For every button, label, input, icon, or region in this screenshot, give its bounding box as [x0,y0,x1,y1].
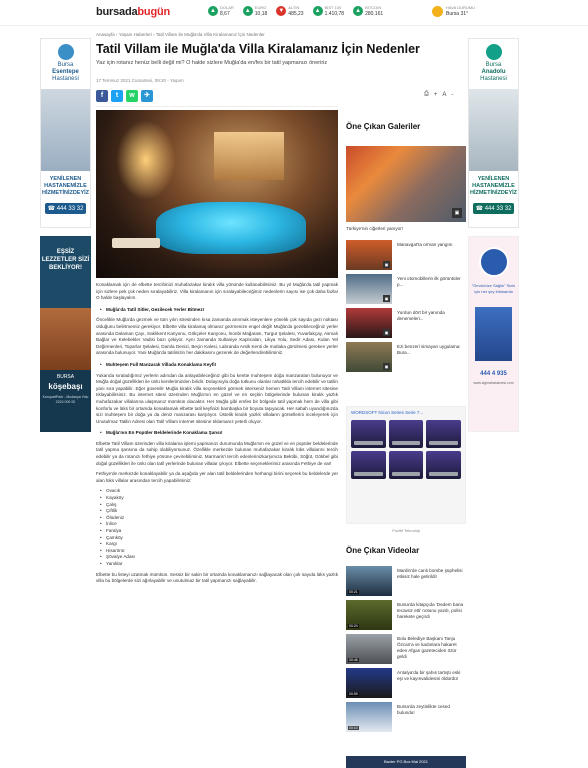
video-thumb: 00:24 [346,600,392,630]
list-item: • Ovacık [100,488,338,495]
gallery-list [346,240,466,376]
laptop-thumb [426,420,461,448]
down-arrow-icon: ▼ [276,6,286,16]
article-tools [424,91,453,98]
camera-icon: ▣ [452,208,462,218]
ad-phone: ☎ 444 33 32 [473,203,514,214]
site-logo[interactable]: bursadabugün [96,6,171,18]
gallery-item[interactable]: ▣ Yurdun dört bir yanında denemeleri... [346,308,466,338]
gallery-thumb [346,240,392,270]
ad-slogan: "Ömrünüze Sağlık" Sizin için her şey ihtimamla [471,283,516,294]
ad-claim: YENİLENEN HASTANEMİZLE HİZMETİNİZDEYİZ [41,176,90,196]
breadcrumb-category[interactable]: Yaşam Haberleri [118,32,152,37]
list-item: • Hisarönü [100,548,338,555]
breadcrumb-home[interactable]: Anasayfa [96,32,115,37]
video-thumb: 00:59 [346,668,392,698]
promo-caption: Pozitif Teknoloji [392,528,420,533]
article-category[interactable]: Yaşam [169,78,184,83]
top-bar [0,0,588,26]
breadcrumb: Anasayfa › Yaşam Haberleri › Tatil Villam ile Muğla'da Villa Kiralamanız İçin Nedenler [96,32,265,37]
ad-address: KorupartPark - Mudanya Yolu 0224 000 00 [42,395,89,404]
ticker-euro: ▲ EURO 10,18 [243,4,268,18]
list-item: • Çamköy [100,535,338,542]
hospital-logo-icon [479,247,509,277]
video-item[interactable]: 00:10 Bursa'da zeytinlikte cesed bulundu! [346,702,466,732]
ticker-dolar: ▲ DOLAR 8,67 [208,4,234,18]
belde-list [100,488,338,567]
list-item: • Çiftlik [100,508,338,515]
video-item[interactable]: 00:24 Bursa'da kitapçıda 'Dedem bana tecavüz etti' notunu yazdı, polisi harekete geçirdi [346,600,466,630]
article-body [96,282,338,589]
up-arrow-icon: ▲ [353,6,363,16]
gallery-main-caption[interactable]: Türkiye'nin ciğerleri yanıyor! [346,226,404,231]
video-item[interactable]: 00:59 Antalya'da bir şahıs tartıştı eski eşi ve kayınvalidesini öldürdü! [346,668,466,698]
article-dateline: 17 Temmuz 2021 Cumartesi, 09:20 - Yaşam [96,78,184,83]
hospital-logo-icon [58,44,74,60]
article-paragraph: Fethiye'de merkezde konaklayabilir ya da aşağıda yer alan tatil beldelerinden herhangi birini seçerek bu beldelerde yer alan lüks villalar arasından tercih yapabilirsiniz: [96,471,338,483]
whatsapp-share-button[interactable]: w [126,90,138,102]
up-arrow-icon: ▲ [208,6,218,16]
ad-url: www.sigmahastanesi.com [473,381,514,385]
article-paragraph: Öncelikle Muğla'da gezmek ve tüm yılın stresinden kısa zamanda arınmak isteyenlere yönelik çok sayıda gezi noktası olduğunu belirtmemiz gerekiyor. Elbette villa kiralamaj olmanız gezmenize engel değil! Muğla'da gezebileceğiniz yerler arasında Dalaman Çayı, Saklıkent Kanyonu, Gökçeler Kanyonu, İnonbi Mağarası, Turgut Şelalesi, Yuvarlakçay, Asmalı Bağlar ve Kelebekler Vadisi bazı çekiyor. Aynı zamanda Sultaniye Kaplıcaları, Likya Yolu, Sedir Adası, Kulan Yel Değirmenleri, Toparlar Şelalesi, Damla Denizi, Beçin Kalesi, Labranda Antik Kenti de mutlaka görülmesi gereken yerler arasında bulunuyor. Yani Muğla'da tatilinizin her dakikasını gezerek de değerlendirebilirsiniz. [96,317,338,356]
gallery-heading[interactable]: Öne Çıkan Galeriler [346,122,421,131]
section-heading: • Muğla'da Tatil Sitler, Gezilecek Yerler Bitmez! [100,307,338,314]
article-hero-image [96,110,338,278]
ad-photo [469,89,518,171]
print-icon[interactable]: ⎙ [424,91,429,97]
ad-photo [475,307,512,361]
ad-city: BURSA [56,374,75,380]
section-heading: • Muhteşem Full Manzarak Villada Konaklama Keyfi! [100,362,338,369]
gallery-item[interactable]: ▣ Yeni otomobillerin ilk görüntüler p... [346,274,466,304]
ad-claim: YENİLENEN HASTANEMİZLE HİZMETİNİZDEYİZ [469,176,518,196]
ticker-bitcoin: ▲ BITCOIN 280.161 [353,4,383,18]
up-arrow-icon: ▲ [313,6,323,16]
video-item[interactable]: 00:46 Bolu Belediye Başkanı Tanju Özcan'a ve kadınlara hakaret eden Afgan gazeteciden özür geldi [346,634,466,664]
list-item: • Ölüdeniz [100,515,338,522]
telegram-share-button[interactable]: ✈ [141,90,153,102]
font-increase-button[interactable]: + [433,91,438,98]
facebook-share-button[interactable]: f [96,90,108,102]
gallery-thumb [346,308,392,338]
promo-grid [347,418,465,481]
laptop-thumb [351,451,386,479]
ad-anadolu-hospital[interactable] [468,38,519,228]
hospital-logo-icon [486,44,502,60]
article-paragraph: Elbette bu listeyi uzatmak mümkün. Sessiz bir sakin bir ortamda konaklamanızı sağlayacak olan çok sayıda lüks yazlık villa bu bölgelerde sizi ağırlayabilir ve unutulmaz bir tatil yapmanızı sağlayabilir. [96,571,338,584]
font-decrease-button[interactable]: - [451,91,454,98]
list-item: • Çalış [100,502,338,509]
ad-brand: Bursa Esentepe Hastanesi [52,62,79,82]
gallery-thumb [346,342,392,372]
promo-title: WORDSOFT Nicon Series Serie 7... [351,410,424,415]
ticker-altin: ▼ ALTIN 485,23 [276,4,303,18]
promo-ad[interactable] [346,406,466,524]
ad-phone: 444 4 935 [480,371,507,377]
list-item: • Faralya [100,528,338,535]
sun-icon [432,6,443,17]
laptop-thumb [426,451,461,479]
article-title: Tatil Villam ile Muğla'da Villa Kiralamanız İçin Nedenler [96,42,420,56]
article-paragraph: Yukarıda sıraladığımız yerlerin adından da anlayabileceğiniz gibi bu kentte muhteşem doğa manzaraları bulunuyor ve Muğla doğal güzellikleri ile ünlü kentlerimizden biridir. Dolayısıyla doğa tutkunu olanlar rahatlıkla tercih edebilir ve tatilin yanı sıra yapabilir. Eğer güvenilir Muğla kiralık villa seçenekleri görmek isterseniz hemen Tatil Villam internet sitesine tıklayabilirsiniz. Bu internet sitesi üzerinden Muğla'nın en güzel ve en seçkin bölgelerinde bulunan kiralık yazlık muhafazakar villalarına ulaşmanız mümkün olacaktır. Her Muğla gibi emfes bir bölgede tatil yapmak hem de villa gibi konforlu ve lüks bir ortamda konaklamak elbette tatil keyfinizi bambaşka bir boyuta taşıyacak. Her sabah uyandığınızda sizi muhteşem bir doğa ya da deniz manzarası karşılıyor. Üstelik kiralık yazlık villaların görsellerini inceleyerek için Unutulmaz Tatilin Adresi olan Tatil Villam internet sitesine tıklamanız yeterli oluyor. [96,372,338,424]
font-icon: A [442,91,447,98]
list-item: • Şövalye Adası [100,554,338,561]
bottom-ad-banner[interactable]: Baxter PG Box Mai 2021 [346,756,466,768]
video-item[interactable]: 00:21 Mardin'de canlı bombe şüphelisi etkisiz hale getirildi! [346,566,466,596]
camera-icon: ▣ [384,296,389,301]
market-ticker [208,4,383,18]
gallery-item[interactable]: ▣ Manavgat'ta orman yangını [346,240,466,270]
article-paragraph: Konaklamak için de elbette tercihinizi muhafazakar kiralık villa yönünde kullanabilirsiniz. Bu yıl Muğla'da tatil yapmak için sizlere pek çok neden sıralayabiliriz. Villa kiralamanın için sıralayabileceğimiz nedenlerin sayısı ise çok daha fazla! O halde başlayalım. [96,282,338,301]
ad-headline: EŞSİZ LEZZETLER SİZİ BEKLİYOR! [40,236,91,308]
ad-sigma-hospital[interactable] [468,236,519,432]
camera-icon: ▣ [384,262,389,267]
laptop-thumb [389,420,424,448]
list-item: • Kayaköy [100,495,338,502]
section-heading: • Muğla'nın En Popüler Beldelerinde Konaklama Şansı! [100,430,338,437]
video-thumb: 00:21 [346,566,392,596]
video-thumb: 00:10 [346,702,392,732]
ad-esentepe-hospital[interactable] [40,38,91,228]
camera-icon: ▣ [384,364,389,369]
list-item: • İnlice [100,521,338,528]
ad-phone: ☎ 444 33 32 [45,203,86,214]
weather-widget[interactable]: HAVA DURUMU Bursa 31° [432,4,475,18]
article-subtitle: Yaz için rotanız henüz belli değil mi? O halde sizlere Muğla'da en/fes bir tatil yapmanızı öneririz [96,60,328,66]
article-paragraph: Elbette Tatil Villam üzerinden villa kiralama işlemi yapmanızı durumunda Muğla'nın en güzel ve en popüler beldelerinde tatil yapma şansına da sahip olabiliyorsunuz. Özellikle merkezde bulunan muhafazakar kiralık lüks villalarını tercih edebilir ya da rotanızı fethiye yönüne çevirebilirsiniz. Marmaris'i tercih edenlerinizkarşımıza Bektibi, Söğüt, Gökbel gibi doğal güzellikleri ile ünlü olan tatil yerlerinde bulunan villalar çıkıyor. Elbette seçeneklerimiz arasında Fethiye de var! [96,440,338,466]
laptop-thumb [351,420,386,448]
video-list [346,566,466,736]
ad-photo [41,89,90,171]
article-date: 17 Temmuz 2021 Cumartesi, 09:20 [96,78,166,83]
gallery-item[interactable]: ▣ Ezi benzeri simayan uygulama: Bura... [346,342,466,372]
laptop-thumb [389,451,424,479]
ticker-bist: ▲ BIST 100 1.410,78 [313,4,344,18]
camera-icon: ▣ [384,330,389,335]
twitter-share-button[interactable]: t [111,90,123,102]
ad-restaurant-name: köşebaşı [48,382,83,391]
videos-heading[interactable]: Öne Çıkan Videolar [346,546,420,555]
up-arrow-icon: ▲ [243,6,253,16]
ad-kosebasi[interactable] [40,236,91,432]
divider [96,106,338,107]
gallery-main-image[interactable] [346,146,466,222]
ad-brand: Bursa Anadolu Hastanesi [480,62,507,82]
video-thumb: 00:46 [346,634,392,664]
breadcrumb-current: Tatil Villam ile Muğla'da Villa Kiralamanız İçin Nedenler [155,32,265,37]
ad-food-photo [40,308,91,370]
gallery-thumb [346,274,392,304]
share-buttons [96,90,153,102]
list-item: • Yanıklar [100,561,338,568]
list-item: • Kargı [100,541,338,548]
